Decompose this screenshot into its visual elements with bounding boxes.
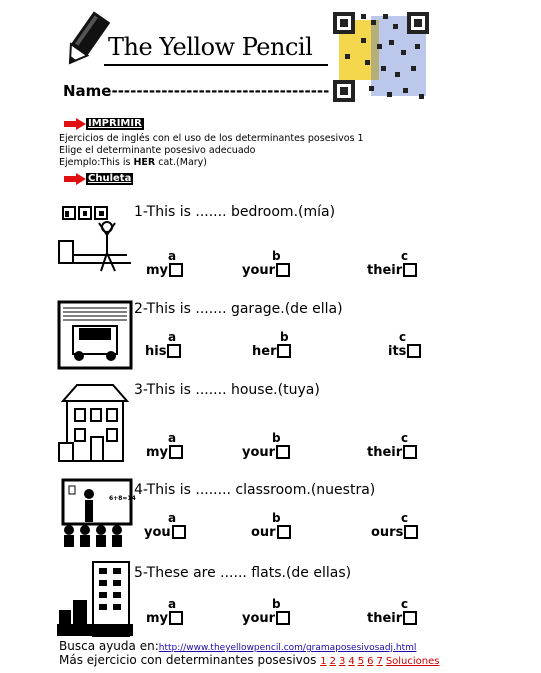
page-link-6[interactable]: 6 [367, 656, 374, 667]
checkbox[interactable] [169, 611, 183, 625]
option-2b[interactable]: her [252, 344, 291, 359]
checkbox[interactable] [276, 611, 290, 625]
red-arrow-icon [64, 118, 86, 130]
option-letter-b: b [272, 431, 281, 445]
page-link-4[interactable]: 4 [348, 656, 355, 667]
question-3: 3-This is ....... house.(tuya) [134, 382, 320, 398]
checkbox[interactable] [277, 525, 291, 539]
page-link-3[interactable]: 3 [338, 656, 346, 667]
page-link-7[interactable]: 7 [376, 656, 383, 667]
checkbox[interactable] [276, 263, 290, 277]
page-link-5[interactable]: 5 [357, 656, 365, 667]
garage-picture [57, 300, 133, 370]
solutions-link[interactable]: Soluciones [385, 656, 440, 667]
option-1c[interactable]: their [367, 263, 417, 278]
option-1b[interactable]: your [242, 263, 290, 278]
option-letter-a: a [168, 249, 177, 263]
checkbox[interactable] [169, 445, 183, 459]
checkbox[interactable] [403, 611, 417, 625]
red-arrow-icon [64, 173, 86, 185]
brand-underline [104, 64, 328, 66]
option-2c[interactable]: its [388, 344, 421, 359]
bedroom-picture [57, 203, 133, 278]
question-5: 5-These are ...... flats.(de ellas) [134, 565, 352, 581]
option-1a[interactable]: my [146, 263, 183, 278]
qr-code-icon[interactable] [331, 10, 431, 104]
option-letter-c: c [401, 511, 409, 525]
print-link[interactable] [64, 117, 144, 131]
option-5b[interactable]: your [242, 611, 290, 626]
flats-picture [57, 560, 133, 638]
example-suffix: cat.(Mary) [155, 157, 208, 168]
option-letter-b: b [272, 597, 281, 611]
pencil-logo-icon [62, 10, 110, 70]
svg-text:6+8=14: 6+8=14 [109, 495, 136, 502]
option-4a[interactable]: you [144, 525, 186, 540]
option-3a[interactable]: my [146, 445, 183, 460]
option-letter-c: c [401, 597, 409, 611]
option-5a[interactable]: my [146, 611, 183, 626]
classroom-picture [57, 478, 136, 548]
option-letter-b: b [272, 511, 281, 525]
help-label: Busca ayuda en: [59, 639, 159, 653]
option-4b[interactable]: our [251, 525, 291, 540]
example-prefix: Ejemplo:This is [59, 157, 134, 168]
checkbox[interactable] [169, 263, 183, 277]
option-4c[interactable]: ours [371, 525, 418, 540]
help-line [59, 639, 416, 653]
option-letter-c: c [401, 431, 409, 445]
option-5c[interactable]: their [367, 611, 417, 626]
option-3b[interactable]: your [242, 445, 290, 460]
brand-title: The Yellow Pencil [108, 33, 313, 61]
example-bold: HER [133, 157, 156, 168]
checkbox[interactable] [172, 525, 186, 539]
page-link-1[interactable]: 1 [320, 656, 327, 667]
option-letter-a: a [168, 330, 177, 344]
question-2: 2-This is ....... garage.(de ella) [134, 301, 343, 317]
intro-line-1: Ejercicios de inglés con el uso de los determinantes posesivos 1 [59, 133, 364, 144]
more-label: Más ejercicio con determinantes posesivos [59, 653, 317, 667]
option-letter-b: b [272, 249, 281, 263]
house-picture [57, 383, 133, 463]
checkbox[interactable] [407, 344, 421, 358]
option-letter-c: c [399, 330, 407, 344]
print-label: IMPRIMIR [88, 118, 142, 129]
cheat-sheet-link[interactable] [64, 172, 133, 186]
checkbox[interactable] [167, 344, 181, 358]
checkbox[interactable] [403, 445, 417, 459]
option-3c[interactable]: their [367, 445, 417, 460]
option-letter-c: c [401, 249, 409, 263]
option-2a[interactable]: his [145, 344, 181, 359]
question-4: 4-This is ........ classroom.(nuestra) [134, 482, 376, 498]
checkbox[interactable] [403, 263, 417, 277]
checkbox[interactable] [276, 445, 290, 459]
option-letter-a: a [168, 431, 177, 445]
page-link-2[interactable]: 2 [329, 656, 336, 667]
more-exercises-line [59, 653, 443, 667]
option-letter-a: a [168, 597, 177, 611]
checkbox[interactable] [277, 344, 291, 358]
help-url-link[interactable]: http://www.theyellowpencil.com/gramaposesivosadj.html [158, 643, 417, 653]
option-letter-a: a [168, 511, 177, 525]
name-field-label: Name----------------------------------- [63, 82, 330, 100]
option-letter-b: b [280, 330, 289, 344]
intro-example [59, 157, 207, 168]
checkbox[interactable] [404, 525, 418, 539]
intro-line-2: Elige el determinante posesivo adecuado [59, 145, 256, 156]
question-1: 1-This is ....... bedroom.(mía) [134, 204, 336, 220]
cheat-label: Chuleta [88, 173, 132, 184]
